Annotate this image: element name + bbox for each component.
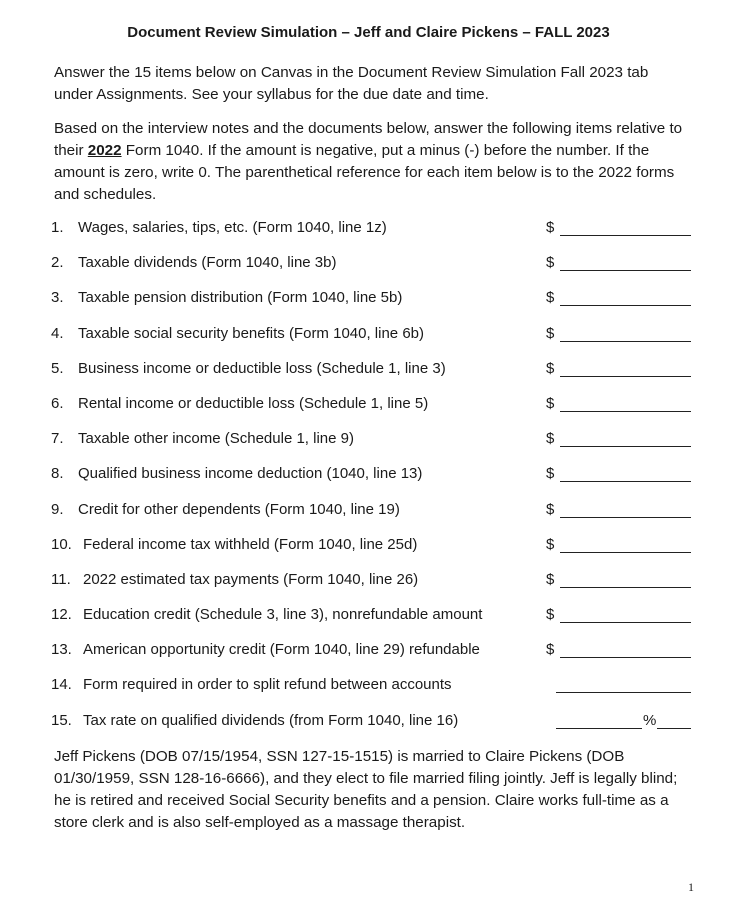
- answer-blank[interactable]: [546, 253, 691, 273]
- answer-blank[interactable]: [546, 640, 691, 660]
- question-item: [51, 570, 701, 605]
- answer-blank[interactable]: [546, 429, 691, 449]
- answer-blank[interactable]: [546, 570, 691, 590]
- question-text: 2022 estimated tax payments (Form 1040, line 26): [83, 570, 419, 588]
- dollar-sign: $: [546, 570, 555, 588]
- answer-line: [560, 411, 691, 412]
- answer-blank[interactable]: [546, 359, 691, 379]
- answer-blank[interactable]: [546, 288, 691, 308]
- question-text: Business income or deductible loss (Schedule 1, line 3): [78, 359, 446, 377]
- instructions-text-after: Form 1040. If the amount is negative, put a minus (-) before the number. If the amount is zero, write 0. The parenthetical reference for each item below is to the 2022 forms and schedules.: [54, 142, 675, 203]
- answer-line: [560, 341, 691, 342]
- dollar-sign: $: [546, 219, 555, 236]
- question-text: Rental income or deductible loss (Schedule 1, line 5): [78, 394, 429, 412]
- dollar-sign: $: [546, 324, 555, 342]
- instructions-paragraph: [54, 118, 689, 206]
- question-item: [51, 324, 701, 359]
- dollar-sign: $: [546, 641, 555, 659]
- answer-line: [560, 552, 691, 553]
- dollar-sign: $: [546, 465, 555, 483]
- question-text: Federal income tax withheld (Form 1040, line 25d): [83, 535, 418, 553]
- answer-blank[interactable]: [546, 675, 691, 695]
- answer-line: [560, 446, 691, 447]
- question-number: 3.: [51, 289, 64, 307]
- question-item: [51, 640, 701, 675]
- answer-line: [560, 517, 691, 518]
- answer-line: [560, 235, 691, 236]
- intro-paragraph: Answer the 15 items below on Canvas in the Document Review Simulation Fall 2023 tab under Assignments. See your syllabus for the due date and time.: [54, 64, 649, 103]
- question-list: [51, 218, 701, 746]
- question-item: [51, 535, 701, 570]
- question-number: 15.: [51, 711, 72, 729]
- answer-line: [657, 728, 691, 729]
- question-item: [51, 500, 701, 535]
- question-number: 8.: [51, 465, 64, 483]
- question-text: Form required in order to split refund between accounts: [83, 676, 452, 694]
- question-item: [51, 394, 701, 429]
- dollar-sign: $: [546, 430, 555, 448]
- background-paragraph: Jeff Pickens (DOB 07/15/1954, SSN 127-15-1515) is married to Claire Pickens (DOB 01/30/1959, SSN 128-16-6666), and they elect to file married filing jointly. Jeff is legally blind; he is retired and received Social Security benefits and a pension. Claire works full-time as a store clerk and is also self-employed as a massage therapist.: [54, 748, 678, 831]
- answer-line: [560, 587, 691, 588]
- question-item: [51, 675, 701, 710]
- question-item: [51, 711, 701, 746]
- answer-blank-percent[interactable]: [546, 711, 691, 731]
- answer-line: [560, 622, 691, 623]
- answer-blank[interactable]: [546, 324, 691, 344]
- question-item: [51, 359, 701, 394]
- answer-line: [560, 270, 691, 271]
- question-text: Taxable pension distribution (Form 1040, line 5b): [78, 289, 403, 307]
- question-item: [51, 253, 701, 288]
- answer-blank[interactable]: [546, 218, 691, 238]
- dollar-sign: $: [546, 359, 555, 377]
- question-item: [51, 429, 701, 464]
- question-number: 4.: [51, 324, 64, 342]
- question-text: Taxable dividends (Form 1040, line 3b): [78, 254, 337, 272]
- question-item: [51, 464, 701, 499]
- answer-blank[interactable]: [546, 500, 691, 520]
- question-text: Taxable social security benefits (Form 1040, line 6b): [78, 324, 424, 342]
- question-number: 5.: [51, 359, 64, 377]
- answer-line: [560, 481, 691, 482]
- question-text: Tax rate on qualified dividends (from Form 1040, line 16): [83, 711, 459, 729]
- dollar-sign: $: [546, 289, 555, 307]
- question-number: 7.: [51, 430, 64, 448]
- answer-blank[interactable]: [546, 394, 691, 414]
- dollar-sign: $: [546, 500, 555, 518]
- question-text: Taxable other income (Schedule 1, line 9): [78, 430, 354, 448]
- page-title: Document Review Simulation – Jeff and Claire Pickens – FALL 2023: [127, 24, 610, 41]
- dollar-sign: $: [546, 606, 555, 624]
- answer-line: [556, 728, 642, 729]
- dollar-sign: $: [546, 254, 555, 272]
- question-number: 12.: [51, 606, 72, 624]
- question-text: Education credit (Schedule 3, line 3), nonrefundable amount: [83, 606, 483, 624]
- question-number: 2.: [51, 254, 64, 272]
- question-item: [51, 218, 701, 253]
- question-number: 1.: [51, 219, 64, 236]
- question-item: [51, 605, 701, 640]
- answer-line: [560, 657, 691, 658]
- dollar-sign: $: [546, 394, 555, 412]
- question-item: [51, 288, 701, 323]
- percent-sign: %: [643, 711, 657, 729]
- question-number: 10.: [51, 535, 72, 553]
- question-number: 11.: [51, 570, 71, 588]
- answer-line: [560, 305, 691, 306]
- dollar-sign: $: [546, 535, 555, 553]
- question-text: Qualified business income deduction (1040, line 13): [78, 465, 423, 483]
- answer-line: [560, 376, 691, 377]
- answer-blank[interactable]: [546, 535, 691, 555]
- question-text: American opportunity credit (Form 1040, line 29) refundable: [83, 641, 480, 659]
- answer-blank[interactable]: [546, 464, 691, 484]
- page-number: 1: [688, 880, 694, 894]
- question-text: Credit for other dependents (Form 1040, line 19): [78, 500, 400, 518]
- instructions-year: 2022: [87, 142, 122, 159]
- question-number: 9.: [51, 500, 64, 518]
- instructions-text-before: Based on the interview notes and the documents below, answer the following items relative to their: [54, 120, 683, 159]
- question-number: 14.: [51, 676, 72, 694]
- question-number: 6.: [51, 394, 64, 412]
- question-number: 13.: [51, 641, 72, 659]
- answer-line: [556, 692, 691, 693]
- answer-blank[interactable]: [546, 605, 691, 625]
- question-text: Wages, salaries, tips, etc. (Form 1040, line 1z): [78, 219, 387, 236]
